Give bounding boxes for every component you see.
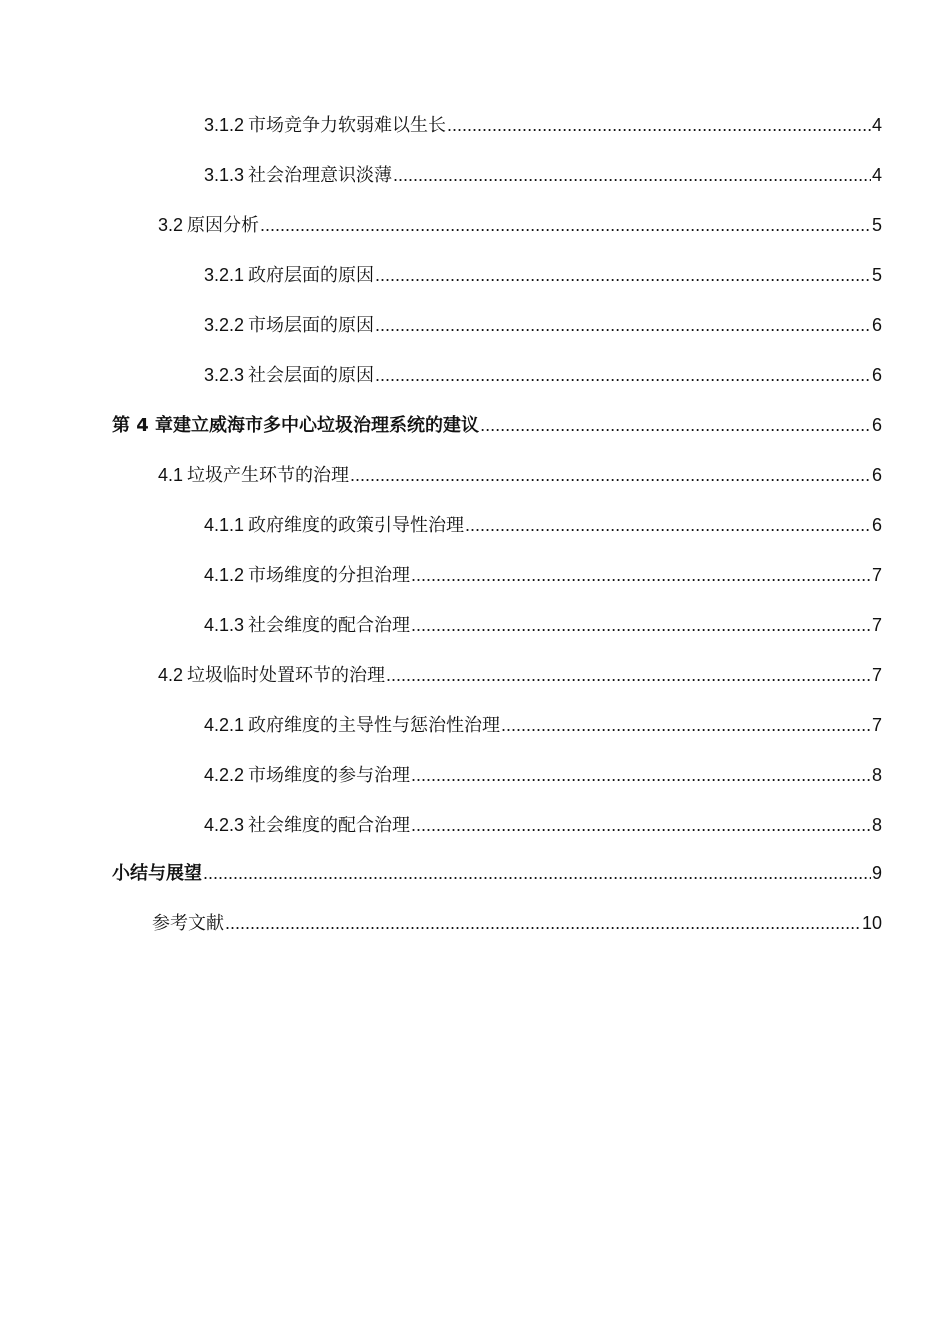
toc-entry-4-2[interactable] bbox=[158, 660, 882, 690]
toc-entry-label bbox=[204, 760, 410, 791]
toc-entry-number: 4.1.1 bbox=[204, 515, 245, 535]
toc-dot-leader bbox=[411, 610, 871, 640]
toc-entry-number: 4.2.1 bbox=[204, 715, 245, 735]
toc-entry-label bbox=[158, 660, 385, 691]
toc-entry-label bbox=[204, 310, 374, 341]
toc-entry-page: 9 bbox=[871, 863, 882, 883]
toc-dot-leader bbox=[375, 260, 871, 290]
toc-entry-page: 7 bbox=[871, 715, 882, 735]
toc-entry-4-2-3[interactable] bbox=[204, 810, 882, 840]
toc-entry-title: 垃圾产生环节的治理 bbox=[187, 465, 350, 486]
toc-entry-label bbox=[204, 560, 410, 591]
toc-entry-3-2[interactable] bbox=[158, 210, 882, 240]
toc-dot-leader bbox=[260, 210, 871, 240]
toc-entry-label bbox=[152, 909, 224, 939]
toc-entry-number: 3.1.3 bbox=[204, 165, 245, 185]
toc-entry-4-1-2[interactable] bbox=[204, 560, 882, 590]
toc-entry-3-1-3[interactable] bbox=[204, 160, 882, 190]
toc-dot-leader bbox=[350, 460, 871, 490]
toc-entry-page: 7 bbox=[871, 565, 882, 585]
toc-entry-4-1-1[interactable] bbox=[204, 510, 882, 540]
toc-dot-leader bbox=[411, 560, 871, 590]
toc-entry-title: 社会维度的配合治理 bbox=[248, 815, 411, 836]
toc-entry-title: 市场竞争力软弱难以生长 bbox=[248, 115, 447, 136]
toc-entry-title: 政府层面的原因 bbox=[248, 265, 375, 286]
toc-entry-page: 4 bbox=[871, 115, 882, 135]
toc-entry-number: 4.2.3 bbox=[204, 815, 245, 835]
toc-entry-page: 6 bbox=[871, 315, 882, 335]
toc-entry-3-2-1[interactable] bbox=[204, 260, 882, 290]
toc-entry-title: 参考文献 bbox=[152, 913, 224, 934]
toc-entry-label bbox=[112, 411, 479, 441]
toc-entry-title: 社会治理意识淡薄 bbox=[248, 165, 393, 186]
toc-entry-page: 7 bbox=[871, 615, 882, 635]
toc-entry-title: 社会维度的配合治理 bbox=[248, 615, 411, 636]
toc-dot-leader bbox=[225, 908, 861, 938]
toc-dot-leader bbox=[375, 310, 871, 340]
toc-entry-label bbox=[204, 710, 500, 741]
toc-entry-number: 3.2.3 bbox=[204, 365, 245, 385]
toc-entry-page: 4 bbox=[871, 165, 882, 185]
toc-entry-title: 市场层面的原因 bbox=[248, 315, 375, 336]
toc-entry-title: 政府维度的主导性与惩治性治理 bbox=[248, 715, 501, 736]
toc-dot-leader bbox=[465, 510, 871, 540]
toc-dot-leader bbox=[501, 710, 871, 740]
toc-entry-page: 6 bbox=[871, 365, 882, 385]
toc-entry-number: 4.2.2 bbox=[204, 765, 245, 785]
toc-dot-leader bbox=[386, 660, 871, 690]
toc-entry-4-2-2[interactable] bbox=[204, 760, 882, 790]
toc-entry-label bbox=[204, 610, 410, 641]
toc-entry-label bbox=[204, 510, 464, 541]
toc-entry-title: 第 4 章建立威海市多中心垃圾治理系统的建议 bbox=[112, 415, 480, 436]
toc-dot-leader bbox=[447, 110, 871, 140]
toc-entry-label bbox=[112, 859, 202, 889]
toc-entry-label bbox=[158, 460, 349, 491]
toc-entry-label bbox=[204, 260, 374, 291]
toc-entry-page: 8 bbox=[871, 765, 882, 785]
toc-entry-3-2-3[interactable] bbox=[204, 360, 882, 390]
toc-dot-leader bbox=[375, 360, 871, 390]
toc-entry-page: 6 bbox=[871, 415, 882, 435]
toc-entry-4-2-1[interactable] bbox=[204, 710, 882, 740]
toc-entry-page: 5 bbox=[871, 215, 882, 235]
toc-dot-leader bbox=[203, 858, 871, 888]
toc-entry-4-1-3[interactable] bbox=[204, 610, 882, 640]
toc-entry-title: 政府维度的政策引导性治理 bbox=[248, 515, 465, 536]
toc-entry-number: 4.1 bbox=[158, 465, 184, 485]
toc-entry-number: 4.1.3 bbox=[204, 615, 245, 635]
toc-entry-chapter-4[interactable] bbox=[112, 410, 882, 440]
toc-entry-number: 3.2.2 bbox=[204, 315, 245, 335]
toc-entry-title: 原因分析 bbox=[187, 215, 260, 236]
toc-entry-page: 5 bbox=[871, 265, 882, 285]
toc-entry-page: 10 bbox=[861, 913, 882, 933]
toc-entry-title: 市场维度的分担治理 bbox=[248, 565, 411, 586]
toc-entry-page: 7 bbox=[871, 665, 882, 685]
toc-entry-label bbox=[204, 360, 374, 391]
toc-entry-label bbox=[158, 210, 259, 241]
toc-entry-4-1[interactable] bbox=[158, 460, 882, 490]
toc-entry-number: 3.2.1 bbox=[204, 265, 245, 285]
toc-entry-page: 8 bbox=[871, 815, 882, 835]
toc-entry-number: 3.1.2 bbox=[204, 115, 245, 135]
toc-entry-title: 市场维度的参与治理 bbox=[248, 765, 411, 786]
toc-entry-page: 6 bbox=[871, 465, 882, 485]
toc-entry-3-2-2[interactable] bbox=[204, 310, 882, 340]
toc-entry-title: 社会层面的原因 bbox=[248, 365, 375, 386]
toc-entry-label bbox=[204, 160, 392, 191]
toc-entry-title: 垃圾临时处置环节的治理 bbox=[187, 665, 386, 686]
toc-entry-references[interactable] bbox=[152, 908, 882, 938]
toc-entry-title: 小结与展望 bbox=[112, 863, 202, 884]
toc-dot-leader bbox=[411, 810, 871, 840]
toc-entry-label bbox=[204, 810, 410, 841]
toc-entry-label bbox=[204, 110, 446, 141]
toc-entry-number: 3.2 bbox=[158, 215, 184, 235]
toc-dot-leader bbox=[393, 160, 871, 190]
toc-entry-summary[interactable] bbox=[112, 858, 882, 888]
toc-entry-number: 4.1.2 bbox=[204, 565, 245, 585]
toc-entry-page: 6 bbox=[871, 515, 882, 535]
toc-dot-leader bbox=[411, 760, 871, 790]
toc-entry-number: 4.2 bbox=[158, 665, 184, 685]
toc-dot-leader bbox=[480, 410, 871, 440]
toc-entry-3-1-2[interactable] bbox=[204, 110, 882, 140]
